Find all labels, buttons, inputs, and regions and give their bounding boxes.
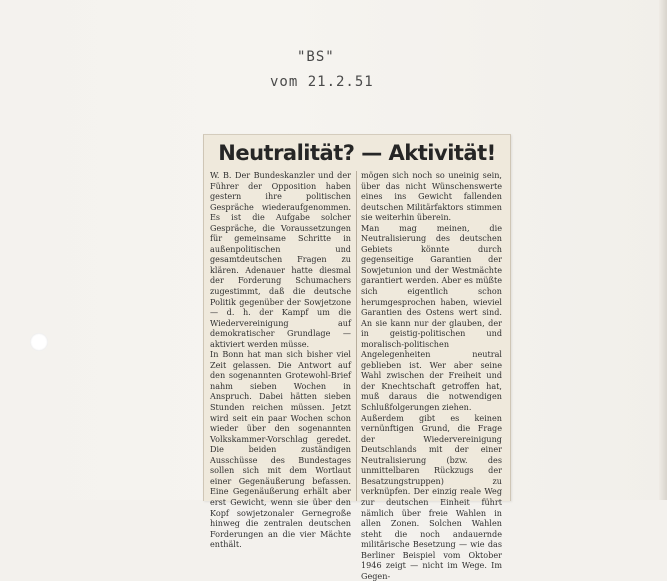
newspaper-source-label: "BS" (297, 49, 335, 65)
sheet-edge-shadow (659, 0, 667, 500)
punch-hole (30, 333, 48, 351)
clipping-date-label: vom 21.2.51 (270, 74, 374, 90)
article-paragraph: In Bonn hat man sich bisher viel Zeit gelassen. Die Antwort auf den sogenannten Grotewohl-Brief nahm sieben Wochen in Anspruch. Dabei hätten sieben Stunden reichen müssen. Jetzt wird seit ein paar Wochen schon wieder über den sogenannten Volkskammer-Vorschlag geredet. Die beiden zuständigen Ausschüsse des Bundestages sollen sich mit dem Wortlaut einer Gegenäußerung befassen. Eine Gegenäußerung erhält aber erst Gewicht, wenn sie über den Kopf sowjetzonaler Gernegroße hinweg die zentralen deutschen Forderungen an die vier Mächte enthält. (210, 349, 351, 550)
article-paragraph: mögen sich noch so uneinig sein, über das nicht Wünschenswerte eines ins Gewicht fallenden deutschen Militärfaktors stimmen sie weiterhin überein. (361, 170, 502, 223)
article-headline: Neutralität? — Aktivität! (218, 141, 496, 165)
article-paragraph: Man mag meinen, die Neutralisierung des deutschen Gebiets könnte durch gegenseitige Garantien der Sowjetunion und der Westmächte garantiert werden. Aber es müßte sich eigentlich schon herumgesprochen haben, wieviel Garantien des Ostens wert sind. An sie kann nur der glauben, der in geistig-politischen und moralisch-politischen Angelegenheiten neutral geblieben ist. Wer aber seine Wahl zwischen der Freiheit und der Knechtschaft getroffen hat, muß daraus die notwendigen Schlußfolgerungen ziehen. (361, 222, 502, 413)
article-left-column (210, 170, 351, 550)
article-paragraph: W. B. Der Bundeskanzler und der Führer der Opposition haben gestern ihre politischen Gespräche wiederaufgenommen. Es ist die Aufgabe solcher Gespräche, die Voraussetzungen für gemeinsame Schritte in außenpolitischen und gesamtdeutschen Fragen zu klären. Adenauer hatte diesmal der Forderung Schumachers zugestimmt, daß die deutsche Politik gegenüber der Sowjetzone — d. h. der Kampf um die Wiedervereinigung auf demokratischer Grundlage — aktiviert werden müsse. (210, 170, 351, 349)
article-right-column (361, 170, 502, 581)
newspaper-clipping (203, 134, 511, 581)
article-paragraph: Außerdem gibt es keinen vernünftigen Grund, die Frage der Wiedervereinigung Deutschlands mit der einer Neutralisierung (bzw. des unmittelbaren Rückzugs der Besatzungstruppen) zu verknüpfen. Der einzig reale Weg zur deutschen Einheit führt nämlich über freie Wahlen in allen Zonen. Solchen Wahlen steht die noch andauernde militärische Besetzung — wie das Berliner Beispiel vom Oktober 1946 zeigt — nicht im Wege. Im Gegen- (361, 412, 502, 581)
column-divider (356, 171, 357, 501)
